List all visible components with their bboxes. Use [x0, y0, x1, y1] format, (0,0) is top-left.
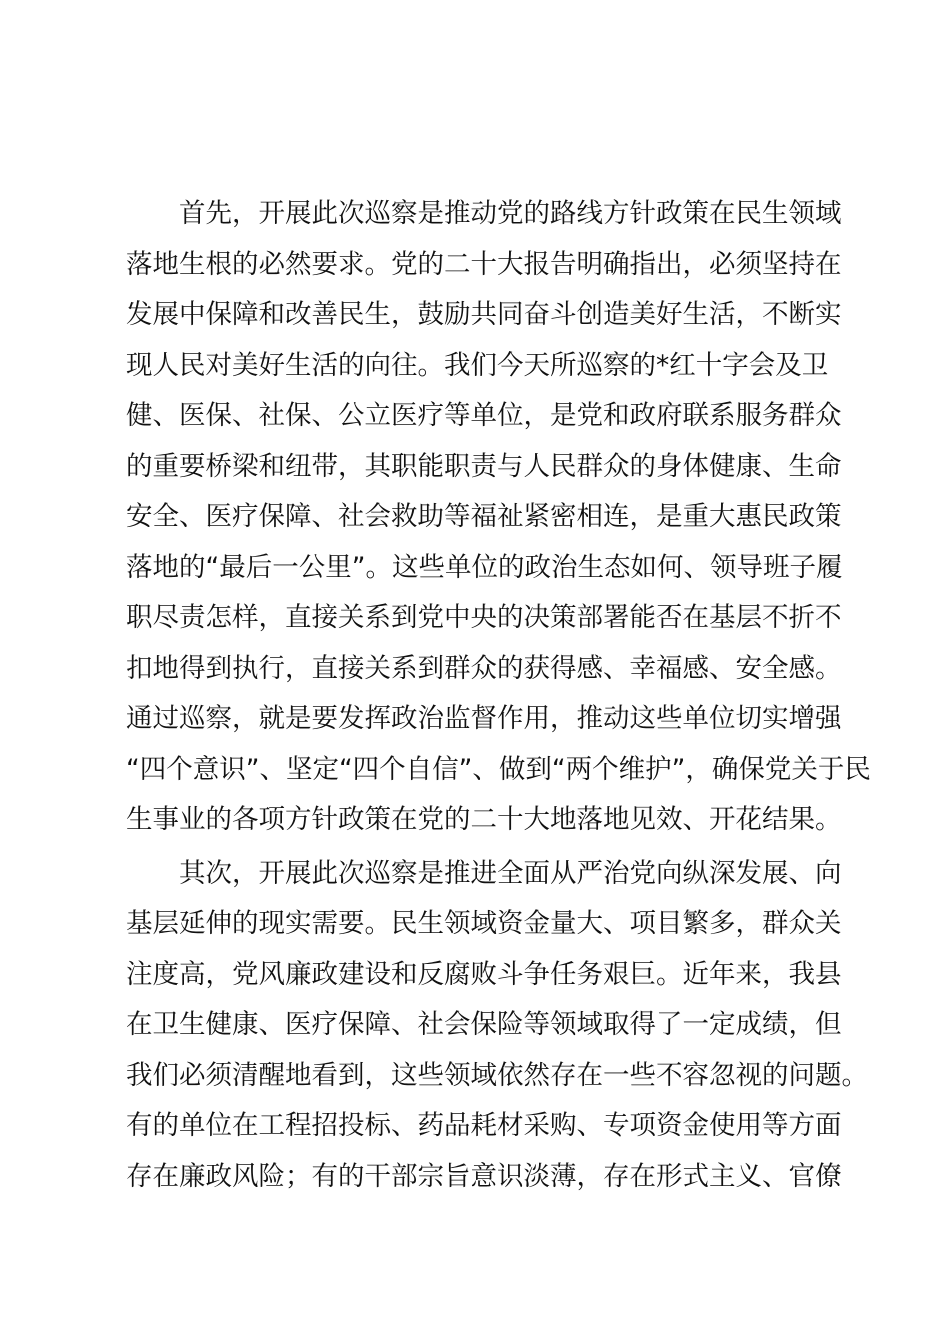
text-line: 注度高，党风廉政建设和反腐败斗争任务艰巨。近年来，我县	[126, 958, 842, 990]
text-line: 我们必须清醒地看到，这些领域依然存在一些不容忽视的问题。	[126, 1059, 868, 1091]
text-line: 扣地得到执行，直接关系到群众的获得感、幸福感、安全感。	[126, 652, 842, 684]
text-line: 其次，开展此次巡察是推进全面从严治党向纵深发展、向	[179, 857, 842, 889]
text-line: 存在廉政风险；有的干部宗旨意识淡薄，存在形式主义、官僚	[126, 1160, 842, 1192]
text-line: 首先，开展此次巡察是推动党的路线方针政策在民生领域	[179, 198, 842, 229]
text-line: 现人民对美好生活的向往。我们今天所巡察的*红十字会及卫	[126, 349, 829, 381]
paragraph-2	[126, 849, 868, 1203]
text-line: 职尽责怎样，直接关系到党中央的决策部署能否在基层不折不	[126, 602, 842, 633]
document-body	[126, 189, 871, 1202]
paragraph-1	[126, 189, 871, 846]
text-line: 的重要桥梁和纽带，其职能职责与人民群众的身体健康、生命	[126, 450, 842, 482]
text-line: 生事业的各项方针政策在党的二十大地落地见效、开花结果。	[126, 804, 842, 835]
text-line: 安全、医疗保障、社会救助等福祉紧密相连，是重大惠民政策	[126, 501, 842, 532]
text-line: 落地的“最后一公里”。这些单位的政治生态如何、领导班子履	[126, 551, 843, 583]
text-line: 落地生根的必然要求。党的二十大报告明确指出，必须坚持在	[126, 248, 842, 280]
text-line: 健、医保、社保、公立医疗等单位，是党和政府联系服务群众	[126, 400, 842, 431]
text-line: 在卫生健康、医疗保障、社会保险等领域取得了一定成绩，但	[126, 1009, 842, 1040]
text-line: 通过巡察，就是要发挥政治监督作用，推动这些单位切实增强	[126, 703, 842, 734]
text-line: 基层延伸的现实需要。民生领域资金量大、项目繁多，群众关	[126, 908, 842, 939]
text-line: 发展中保障和改善民生，鼓励共同奋斗创造美好生活，不断实	[126, 299, 842, 330]
text-line: “四个意识”、坚定“四个自信”、做到“两个维护”，确保党关于民	[126, 753, 871, 785]
text-line: 有的单位在工程招投标、药品耗材采购、专项资金使用等方面	[126, 1110, 842, 1141]
